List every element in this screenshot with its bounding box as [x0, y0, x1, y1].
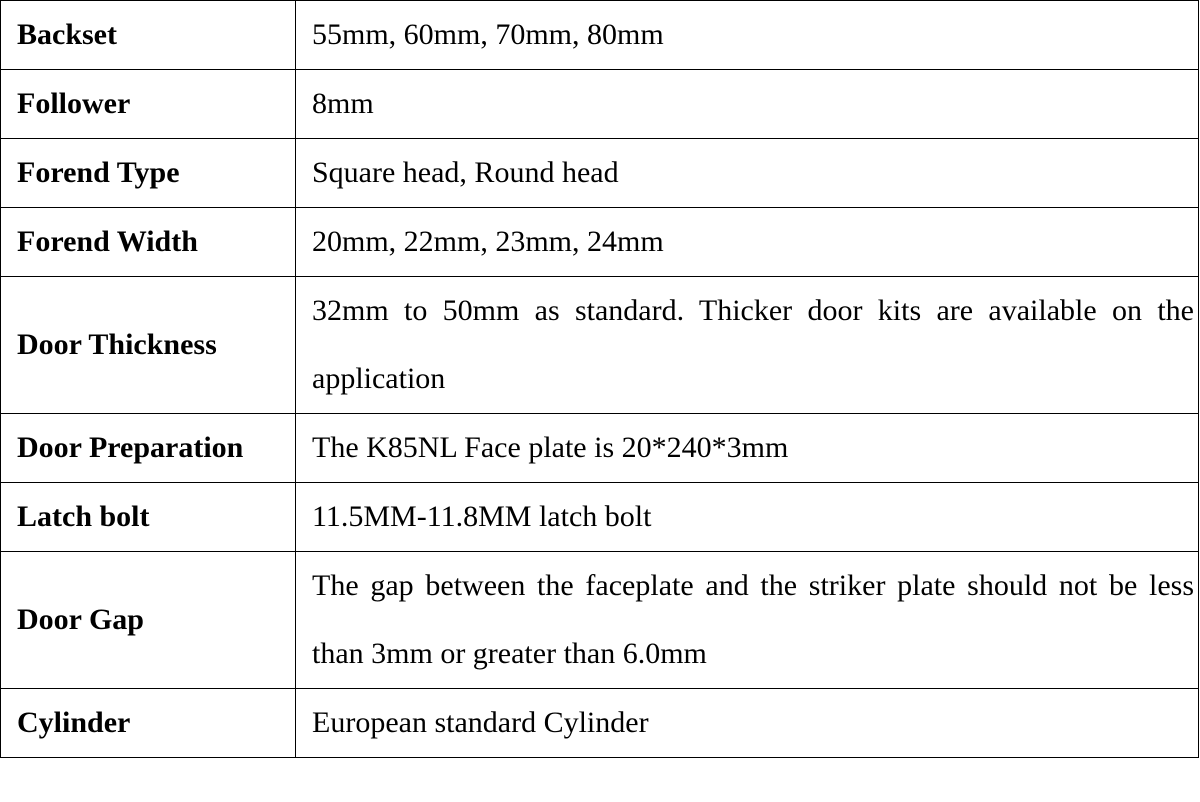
spec-label: Forend Type — [1, 139, 296, 208]
spec-row-follower — [1, 70, 1199, 139]
spec-row-door-gap — [1, 552, 1199, 689]
spec-value: European standard Cylinder — [296, 689, 1199, 758]
spec-row-backset — [1, 1, 1199, 70]
spec-value: 20mm, 22mm, 23mm, 24mm — [296, 208, 1199, 277]
spec-value: 32mm to 50mm as standard. Thicker door kits are available on the application — [296, 277, 1199, 414]
spec-value: 55mm, 60mm, 70mm, 80mm — [296, 1, 1199, 70]
spec-value: 11.5MM-11.8MM latch bolt — [296, 483, 1199, 552]
spec-label: Door Gap — [1, 552, 296, 689]
spec-label: Backset — [1, 1, 296, 70]
spec-row-door-thickness — [1, 277, 1199, 414]
spec-value: 8mm — [296, 70, 1199, 139]
spec-label: Latch bolt — [1, 483, 296, 552]
spec-value: Square head, Round head — [296, 139, 1199, 208]
spec-value: The gap between the faceplate and the striker plate should not be less than 3mm or greater than 6.0mm — [296, 552, 1199, 689]
spec-row-forend-type — [1, 139, 1199, 208]
spec-label: Follower — [1, 70, 296, 139]
spec-label: Cylinder — [1, 689, 296, 758]
spec-row-latch-bolt — [1, 483, 1199, 552]
spec-row-forend-width — [1, 208, 1199, 277]
spec-label: Door Preparation — [1, 414, 296, 483]
spec-row-door-preparation — [1, 414, 1199, 483]
spec-row-cylinder — [1, 689, 1199, 758]
spec-value: The K85NL Face plate is 20*240*3mm — [296, 414, 1199, 483]
spec-label: Forend Width — [1, 208, 296, 277]
spec-label: Door Thickness — [1, 277, 296, 414]
specification-table-body — [1, 1, 1199, 758]
